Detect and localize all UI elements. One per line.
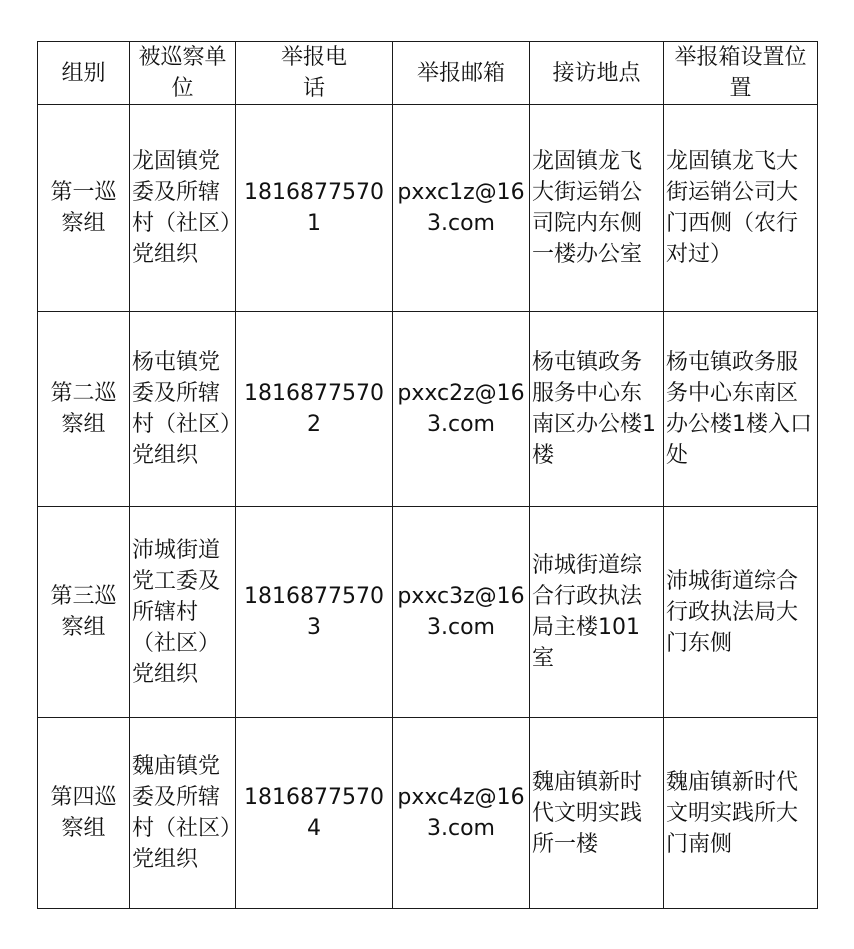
table-row	[38, 312, 818, 507]
unit-cell: 魏庙镇党委及所辖村（社区）党组织	[130, 718, 236, 909]
email-cell: pxxc2z@163.com	[393, 312, 530, 507]
inspection-table	[37, 41, 818, 909]
header-box-location: 举报箱设置位置	[664, 42, 818, 105]
box-location-cell: 龙固镇龙飞大街运销公司大门西侧（农行对过）	[664, 105, 818, 312]
header-email: 举报邮箱	[393, 42, 530, 105]
email-cell: pxxc4z@163.com	[393, 718, 530, 909]
visit-location-cell: 魏庙镇新时代文明实践所一楼	[530, 718, 664, 909]
email-cell: pxxc3z@163.com	[393, 507, 530, 718]
visit-location-cell: 沛城街道综合行政执法局主楼101室	[530, 507, 664, 718]
header-phone: 举报电话	[236, 42, 393, 105]
table-row	[38, 105, 818, 312]
group-cell: 第一巡察组	[38, 105, 130, 312]
table-row	[38, 507, 818, 718]
box-location-cell: 魏庙镇新时代文明实践所大门南侧	[664, 718, 818, 909]
header-unit: 被巡察单位	[130, 42, 236, 105]
box-location-cell: 杨屯镇政务服务中心东南区办公楼1楼入口处	[664, 312, 818, 507]
phone-cell: 18168775704	[236, 718, 393, 909]
group-cell: 第四巡察组	[38, 718, 130, 909]
unit-cell: 沛城街道党工委及所辖村（社区）党组织	[130, 507, 236, 718]
table-row	[38, 718, 818, 909]
group-cell: 第二巡察组	[38, 312, 130, 507]
phone-cell: 18168775703	[236, 507, 393, 718]
phone-cell: 18168775702	[236, 312, 393, 507]
phone-cell: 18168775701	[236, 105, 393, 312]
group-cell: 第三巡察组	[38, 507, 130, 718]
table-header-row	[38, 42, 818, 105]
header-visit-location: 接访地点	[530, 42, 664, 105]
visit-location-cell: 杨屯镇政务服务中心东南区办公楼1楼	[530, 312, 664, 507]
header-group: 组别	[38, 42, 130, 105]
visit-location-cell: 龙固镇龙飞大街运销公司院内东侧一楼办公室	[530, 105, 664, 312]
email-cell: pxxc1z@163.com	[393, 105, 530, 312]
box-location-cell: 沛城街道综合行政执法局大门东侧	[664, 507, 818, 718]
unit-cell: 杨屯镇党委及所辖村（社区）党组织	[130, 312, 236, 507]
unit-cell: 龙固镇党委及所辖村（社区）党组织	[130, 105, 236, 312]
